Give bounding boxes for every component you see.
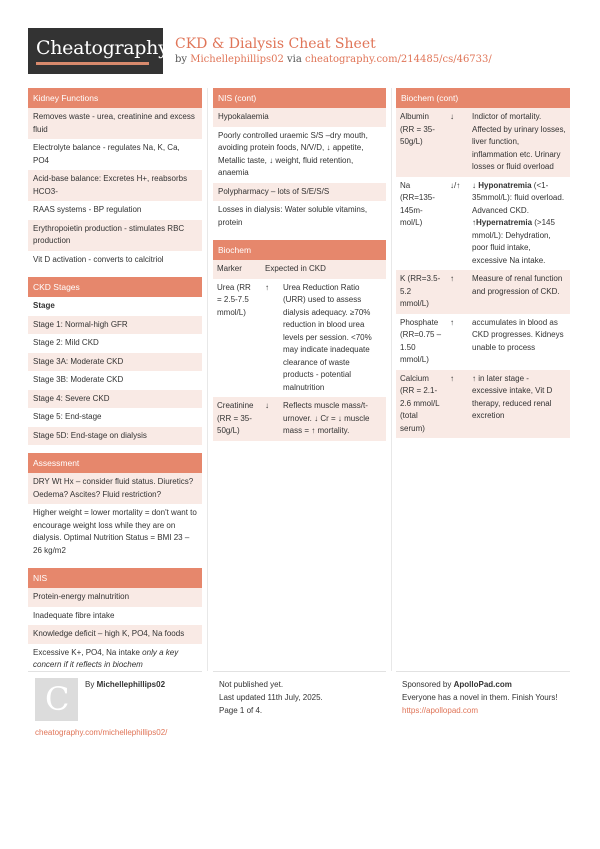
sponsor-line (402, 678, 567, 691)
list-item: Stage 5D: End-stage on dialysis (28, 427, 202, 446)
cheatography-logo[interactable] (28, 28, 169, 74)
table-row (213, 397, 386, 441)
list-item: Stage 2: Mild CKD (33, 338, 99, 347)
list-item: Stage 4: Severe CKD (28, 390, 202, 409)
direction-cell: ↓ (261, 397, 279, 441)
column-header: Expected in CKD (261, 260, 386, 279)
section-header: Kidney Functions (28, 88, 202, 108)
list-item: Protein-energy malnutrition (28, 588, 202, 607)
nis-cont-section (213, 88, 386, 232)
list-item: Higher weight = lower mortality = don't want to encourage weight loss while they are on dialysis. Optimal Nutrition Status = BMI 23 – 26 kg/m2 (33, 508, 197, 555)
list-item: Stage 5: End-stage (33, 412, 102, 421)
via-text: via (283, 54, 306, 65)
list-item: Inadequate fibre intake (33, 610, 115, 620)
description-cell: Measure of renal function and progression of CKD. (468, 270, 570, 314)
description-cell: Indictor of mortality. Affected by urinary losses, liver function, inflammation etc. Urinary losses or fluid overload (468, 108, 570, 177)
list-item: Knowledge deficit – high K, PO4, Na foods (28, 625, 202, 644)
marker-cell: Phosphate (RR=0.75 – 1.50 mmol/L) (400, 317, 442, 364)
marker-cell: Albumin (RR = 35-50g/L) (396, 108, 446, 177)
section-header: CKD Stages (28, 277, 202, 297)
direction-cell: ↑ (446, 370, 468, 439)
marker-cell: Creatinine (RR = 35-50g/L) (213, 397, 261, 441)
biochem-section (213, 240, 386, 441)
table-row (396, 314, 570, 370)
biochem-cont-table (396, 108, 570, 438)
footer-divider (28, 671, 202, 672)
footer-author (85, 678, 165, 691)
section-header: Biochem (cont) (396, 88, 570, 108)
section-header: Biochem (213, 240, 386, 260)
nis-section (28, 568, 202, 675)
column-divider (207, 88, 208, 671)
description-cell (468, 177, 570, 271)
list-item: RAAS systems - BP regulation (33, 205, 142, 214)
footer-divider (396, 671, 570, 672)
author-link[interactable]: Michellephillips02 (190, 54, 284, 65)
section-header: NIS (cont) (213, 88, 386, 108)
list-item: Erythropoietin production - stimulates RBC production (28, 220, 202, 251)
section-header: Assessment (28, 453, 202, 473)
list-item: Losses in dialysis: Water soluble vitamins, protein (218, 205, 368, 227)
sponsor-name[interactable]: ApolloPad.com (453, 680, 512, 689)
sheet-url-link[interactable]: cheatography.com/214485/cs/46733/ (305, 54, 492, 65)
direction-cell: ↑ (450, 317, 454, 327)
list-item: Hypokalaemia (213, 108, 386, 127)
logo-text: Cheatography (36, 37, 169, 59)
assessment-section (28, 453, 202, 560)
list-item: Removes waste - urea, creatinine and excess fluid (28, 108, 202, 139)
marker-cell: Calcium (RR = 2.1-2.6 mmol/L (total serum) (396, 370, 446, 439)
last-updated: Last updated 11th July, 2025. (219, 693, 323, 702)
by-label: By (85, 680, 97, 689)
table-row (396, 370, 570, 439)
byline (175, 54, 492, 65)
list-item (28, 644, 202, 675)
sponsor-text: Everyone has a novel in them. Finish Yours! (402, 693, 558, 702)
footer-author-name[interactable]: Michellephillips02 (96, 680, 166, 689)
by-prefix: by (175, 54, 191, 65)
sponsor-link[interactable]: https://apollopad.com (402, 706, 479, 715)
item-italic-note: only a key concern if it reflects in biochem (33, 647, 179, 669)
description-cell: Urea Reduction Ratio (URR) used to assess dialysis adequacy. ≥70% reduction in blood urea levels per session. <70% may indicate inadequate clearance of waste products - potential malnutrition (283, 282, 372, 392)
direction-cell: ↑ (446, 270, 468, 314)
publish-status: Not published yet. (219, 680, 284, 689)
direction-cell: ↑ (265, 282, 269, 292)
biochem-table (213, 260, 386, 441)
column-divider (391, 88, 392, 671)
column-2 (213, 88, 386, 448)
section-header: NIS (28, 568, 202, 588)
table-row (396, 270, 570, 314)
footer-status (219, 678, 323, 717)
direction-cell: ↓/↑ (450, 180, 461, 190)
marker-cell: Na (RR=135-145mmol/L) (400, 180, 435, 227)
table-row (396, 177, 570, 271)
table-subheader: Stage (33, 301, 55, 310)
avatar[interactable] (35, 678, 78, 721)
sponsor-prefix: Sponsored by (402, 680, 454, 689)
hypernatremia-term: ↑Hypernatremia (472, 218, 533, 227)
kidney-functions-section (28, 88, 202, 269)
column-3 (396, 88, 570, 445)
table-row (396, 108, 570, 177)
page-number: Page 1 of 4. (219, 706, 263, 715)
list-item: Stage 1: Normal-high GFR (28, 316, 202, 335)
logo-underline (36, 62, 149, 65)
column-header: Marker (213, 260, 261, 279)
table-header-row (213, 260, 386, 279)
avatar-letter: C (45, 680, 70, 718)
direction-cell: ↓ (446, 108, 468, 177)
list-item: Polypharmacy – lots of S/E/S/S (213, 183, 386, 202)
ckd-stages-section (28, 277, 202, 445)
footer-author-link[interactable]: cheatography.com/michellephillips02/ (35, 728, 168, 737)
description-cell: ↑ in later stage - excessive intake, Vit D therapy, reduced renal excretion (468, 370, 570, 439)
list-item: Electrolyte balance - regulates Na, K, Ca, PO4 (33, 143, 180, 165)
marker-cell: K (RR=3.5-5.2 mmol/L) (396, 270, 446, 314)
desc-text: (>145 mmol/L): Dehydration, poor fluid intake, excessive Na intake. (472, 218, 555, 265)
item-text: Excessive K+, PO4, Na intake (33, 647, 143, 657)
hyponatremia-term: ↓ Hyponatremia (472, 180, 532, 190)
table-row (213, 279, 386, 398)
list-item: Stage 3B: Moderate CKD (33, 375, 124, 384)
footer-sponsor (402, 678, 567, 717)
desc-text: (<1-35mmol/L): fluid overload. Advanced CKD. (472, 180, 565, 215)
marker-cell: Urea (RR = 2.5-7.5 mmol/L) (217, 282, 251, 317)
description-cell: accumulates in blood as CKD progresses. Kidneys unable to process (472, 317, 564, 352)
description-cell: Reflects muscle mass/turnover. ↓ Cr = ↓ muscle mass = ↑ mortality. (279, 397, 386, 441)
biochem-cont-section (396, 88, 570, 438)
list-item: DRY Wt Hx – consider fluid status. Diuretics? Oedema? Ascites? Fluid restriction? (28, 473, 202, 504)
footer-divider (213, 671, 386, 672)
page-title: CKD & Dialysis Cheat Sheet (175, 36, 376, 52)
list-item: Poorly controlled uraemic S/S –dry mouth, avoiding protein foods, N/V/D, ↓ appetite, Metallic taste, ↓ weight, fluid retention, anaemia (218, 130, 368, 177)
list-item: Stage 3A: Moderate CKD (28, 353, 202, 372)
list-item: Vit D activation - converts to calcitriol (33, 254, 164, 264)
list-item: Acid-base balance: Excretes H+, reabsorbs HCO3- (28, 170, 202, 201)
column-1 (28, 88, 202, 682)
